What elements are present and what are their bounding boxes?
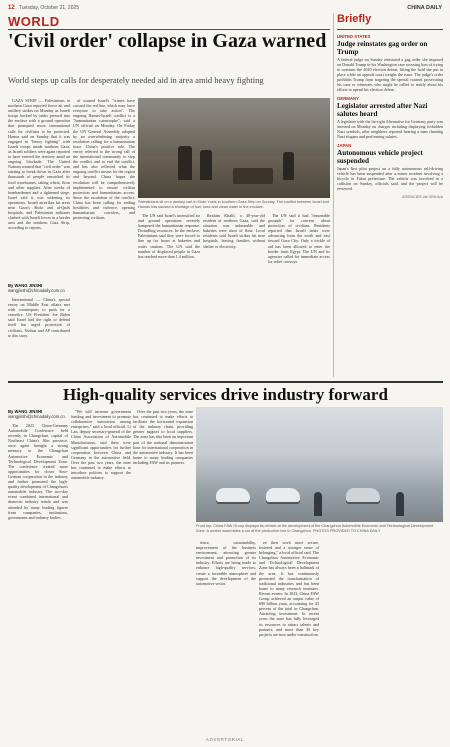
section-title: WORLD	[8, 14, 60, 29]
photo-car	[346, 488, 380, 502]
briefly-heading: Briefly	[337, 13, 443, 30]
brief-title: Judge reinstates gag order on Trump	[337, 40, 428, 56]
advertorial-paragraph-3: Over the past two years, the zone has continued to make efforts to facilitate the horizontal expansion of the industry chain, providing greater support to local suppliers. The zone has also been an important part of the national demonstration base for international cooperation in the automotive industry. It has been home to many leading companies including FAW and its partners.	[133, 409, 193, 465]
advertorial-paragraph-4: ience, sustainability, improvement of the business environment, attracting greater investment and promotion of its industry. Efforts are being made to enhance high-quality services, create a favorable atmosphere and support the development of the automotive sector.	[196, 540, 256, 586]
briefly-agency-credit: AGENCIES via XINHUA	[402, 195, 443, 199]
main-byline-email: wangjinshi@chinadaily.com.cn	[8, 288, 65, 293]
main-byline-name: By WANG JINSHI	[8, 283, 43, 288]
main-story-column-5	[268, 213, 330, 363]
photo-figure	[283, 152, 294, 180]
advertorial-column-1	[8, 423, 68, 733]
gaza-photo-caption: Palestinians sit on a donkey cart in Khan Yunis in southern Gaza Strip on Sunday. The conflict between Israel and Hamas has caused a shortage of fuel, food and clean water in the enclave.	[138, 200, 330, 209]
main-story-column-3	[138, 213, 200, 363]
factory-photo	[196, 407, 443, 522]
main-story-column-6	[8, 297, 70, 363]
section-heading	[8, 13, 330, 30]
main-story-paragraph-3: The UN said Israel's intensified air and ground operations severely hampered the humanitarian response. Dwindling resources. In the enclave, Palestinians said they were forced to line up for hours at bakeries and water stations. The UN said the number of displaced people in Gaza has reached more than 1.4 million.	[138, 213, 200, 259]
ad-byline-email: wangjinshi@chinadaily.com.cn	[8, 414, 65, 419]
brief-place: JAPAN	[337, 143, 352, 148]
factory-caption-text: Front top: China FAW Group displays its vehicle at the development of the Changchun Automobile Economic and Technological Development Zone. A worker assembles a car at the production line in Changchun.	[196, 524, 434, 533]
ad-byline-name: By WANG JINSHI	[8, 409, 43, 414]
masthead-left	[8, 5, 79, 11]
main-subhead: World steps up calls for desperately needed aid in area amid heavy fighting	[8, 75, 264, 85]
main-story-column-4	[203, 213, 265, 363]
brief-text: A legislator with the far-right Alternative for Germany party was arrested on Monday on charges including displaying forbidden Nazi symbols, after neighbors reported hearing a man chanting Nazi slogans and performing salutes.	[337, 119, 443, 139]
advertorial-paragraph-5: ee their work more secure, fostered and a stronger sense of belonging," a local official said. The Changchun Automotive Economic and Technological Development Zone has always been a hallmark of the area. It has continuously promoted the transformation of traditional industries and has been home to many research institutes. Recent events: In 2023, China FAW Group achieved an output value of 690 billion yuan, accounting for 45 percent of the total in Changchun. Attracting investment: In recent years the zone has fully leveraged its resources to attract talents and partners, and more than 30 key projects are now under construction.	[259, 540, 319, 637]
main-story-paragraph-6: International — China's special envoy on Middle East affairs met with counterparts to push for a ceasefire. US President Joe Biden said Israel had the right to defend itself but urged protection of civilians. Xinhua and AP contributed to this story.	[8, 297, 70, 338]
advertorial-column-3	[133, 409, 193, 733]
advertorial-headline: High-quality services drive industry forward	[63, 385, 388, 404]
advertorial-column-2	[71, 409, 131, 733]
brief-item	[337, 34, 443, 92]
photo-car	[266, 488, 300, 502]
photo-cart	[233, 168, 273, 184]
main-story-paragraph-4: Ibrahim Khalil, a 40-year-old resident of northern Gaza, said the situation was unbearable and bakeries were short of flour. Local residents said Israeli strikes hit near hospitals, leaving families without shelter or electricity.	[203, 213, 265, 249]
brief-place: UNITED STATES	[337, 34, 371, 39]
brief-item	[337, 96, 443, 139]
briefly-sidebar	[337, 13, 443, 379]
factory-photo-credit: PHOTOS PROVIDED TO CHINA DAILY	[312, 528, 381, 533]
brief-title: Legislator arrested after Nazi salutes heard	[337, 102, 428, 118]
advertorial-byline	[8, 409, 68, 419]
advertorial-column-5	[259, 540, 319, 733]
advertorial-footer-label: ADVERTORIAL	[205, 737, 245, 742]
photo-figure	[178, 146, 192, 180]
advertorial-rule	[8, 381, 443, 383]
photo-worker	[396, 492, 404, 516]
main-story-paragraph-1: GAZA STRIP — Palestinians in northern Gaza reported fierce air and artillery strikes on Monday as Israeli troops backed by tanks pressed into the enclave with a ground operation that prompted more international calls for civilians to be protected. Hamas said on Sunday that it was engaged in "heavy fighting" with Israeli troops inside northern Gaza, as Israeli soldiers were again reported to have entered the territory amid an ongoing blockade. The United Nations warned that "civil order" was starting to break down in Gaza after thousands of people ransacked its food warehouses, taking wheat, flour and other supplies. After weeks of bombardment and a tightened siege, Israel said it was widening its operations. Israeli airstrikes hit areas near Gaza's Shifa and al-Quds hospitals, and Palestinian militants clashed with Israeli forces in a border area and the northern Gaza Strip, according to reports.	[8, 98, 70, 231]
photo-figure	[200, 150, 212, 180]
masthead	[8, 3, 442, 13]
main-story-column-1	[8, 98, 70, 278]
main-story-column-2	[73, 98, 135, 363]
page-number: 12	[8, 5, 15, 11]
gaza-photo	[138, 98, 330, 198]
photo-car	[216, 488, 250, 502]
page-date: Tuesday, October 21, 2025	[19, 5, 80, 11]
main-story-paragraph-2: of wanted Israel's "crimes have crossed the red line, which may force everyone to take action". The ongoing Hamas-Israeli conflict is a "humanitarian catastrophe", said a UN official on Monday. On Friday the UN General Assembly adopted by an overwhelming majority a resolution calling for a humanitarian truce. China's positive role. The envoy referred to the strong call of the international community to stop the conflict and to end the conflict, and has also reflected what the ongoing conflict means for the region and beyond. China hopes the resolution will be comprehensively implemented to ensure civilian protection and humanitarian access. Since the escalation of the conflict, China has been calling for ending hostilities and violence, opening humanitarian corridors, and protecting civilians.	[73, 98, 135, 221]
advertorial-column-4	[196, 540, 256, 733]
advertorial-paragraph-1: The 2023 China-Germany Automobile Conference held recently in Changchun, capital of Northeast China's Jilin province, once again brought a strong memory to the Changchun Automotive Economic and Technological Development Zone. The conference created more opportunities for closer Sino-German cooperation in the industry and further promoted the high-quality development of Changchun's automobile industry. The two-day event combined international and domestic industry trends and was attended by many leading figures from companies, institutions, government and industry bodies.	[8, 423, 68, 520]
advertorial-paragraph-2: "We will increase government funding and investment to promote collaborative innovation among enterprises," said a local official. Li Lan, deputy secretary-general of the China Association of Automobile Manufacturers, said there were significant opportunities for further cooperation between China and Germany in the automotive field. Over the past two years, the zone has continued to make efforts to introduce policies to support the automobile industry.	[71, 409, 131, 481]
brief-text: Japan's first pilot project on a fully autonomous self-driving vehicle has been suspended after a minor accident involving a bicycle in Fukui prefecture. The vehicle was involved in a collision on Sunday, officials said, and the project will be reviewed.	[337, 166, 443, 191]
factory-photo-caption	[196, 524, 443, 534]
main-story-byline	[8, 283, 70, 293]
main-story-paragraph-5: The UN said it had "reasonable grounds" for concern about protection of civilians. Residents reported that Israeli tanks were advancing from the north and east toward Gaza City. Only a trickle of aid has been allowed to enter the border from Egypt. The UN and its agencies called for immediate access for relief convoys.	[268, 213, 330, 264]
photo-worker	[314, 492, 322, 516]
column-divider	[333, 13, 334, 377]
brief-title: Autonomous vehicle project suspended	[337, 149, 423, 165]
brief-place: GERMANY	[337, 96, 359, 101]
brand-name: CHINA DAILY	[407, 5, 442, 11]
brief-text: A federal judge on Sunday reinstated a gag order she imposed on Donald Trump in his Washington case accusing him of trying to overturn the 2020 election defeat, lifting the hold she put in place while an appeals court weighs the issue. The judge's order prohibits Trump from targeting the special counsel prosecuting his case or witnesses who might be called to testify about his efforts to upend his election defeat.	[337, 57, 443, 92]
brief-item	[337, 143, 443, 191]
main-headline: 'Civil order' collapse in Gaza warned	[8, 30, 327, 52]
